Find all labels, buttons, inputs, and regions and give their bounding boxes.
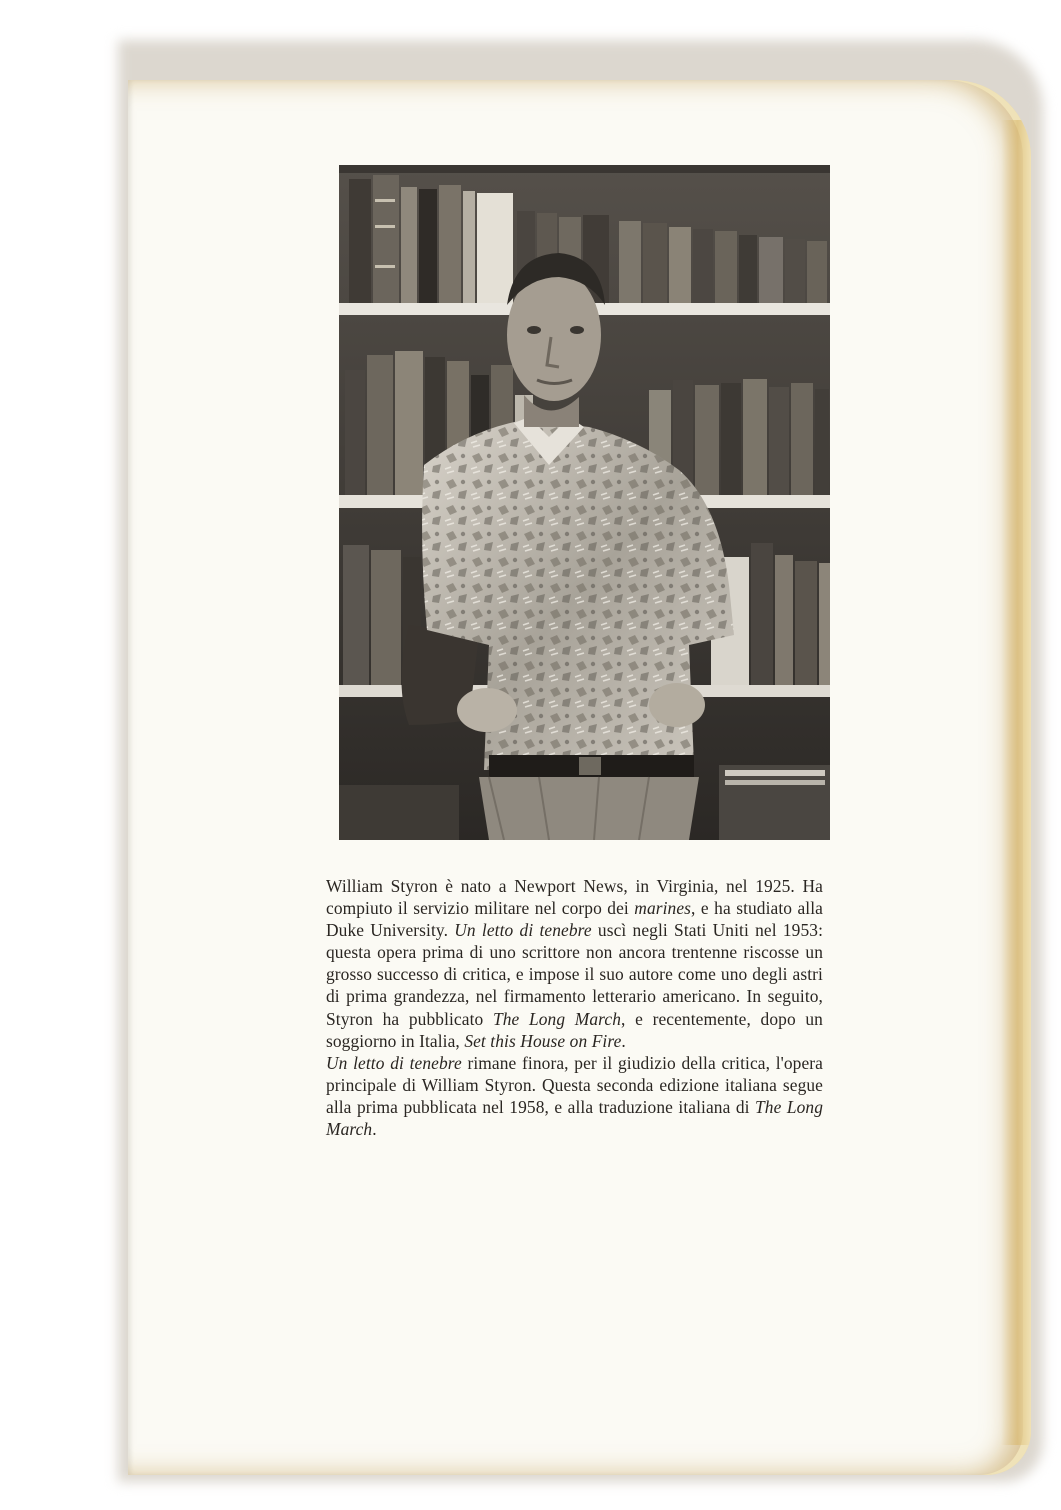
bio-italic: marines [634, 898, 692, 919]
bio-text: . [372, 1119, 377, 1140]
bio-text: , e recentemente, dopo un soggiorno in Italia, [326, 1008, 823, 1051]
bio-paragraph-2 [326, 1052, 823, 1140]
author-bio [326, 875, 823, 1140]
bio-text: . [621, 1030, 626, 1051]
book-title: The Long March [326, 1096, 823, 1140]
bio-paragraph-1 [326, 875, 823, 1052]
book-title: Set this House on Fire [464, 1030, 622, 1051]
book-title: Un letto di tenebre [326, 1052, 462, 1073]
book-title: Un letto di tenebre [454, 920, 592, 941]
author-photo [339, 165, 830, 840]
bio-text: William Styron è nato a Newport News, in Virginia, nel 1925. Ha compiuto il servizio militare nel corpo dei [326, 876, 823, 919]
bio-text: , e ha studiato alla Duke University. [326, 898, 823, 941]
bio-text: rimane finora, per il giudizio della critica, l'opera principale di William Styron. Questa seconda edizione italiana segue alla prima pubblicata nel 1958, e alla traduzione italiana di [326, 1052, 823, 1117]
book-title: The Long March [492, 1008, 622, 1029]
bio-text: uscì negli Stati Uniti nel 1953: questa opera prima di uno scrittore non ancora trentenne riscosse un grosso successo di critica, e impose il suo autore come uno degli astri di prima grandezza, nel firmamento letterario americano. In seguito, Styron ha pubblicato [326, 920, 823, 1029]
cover-edge [1001, 120, 1031, 1445]
book-back-cover [128, 80, 1031, 1475]
